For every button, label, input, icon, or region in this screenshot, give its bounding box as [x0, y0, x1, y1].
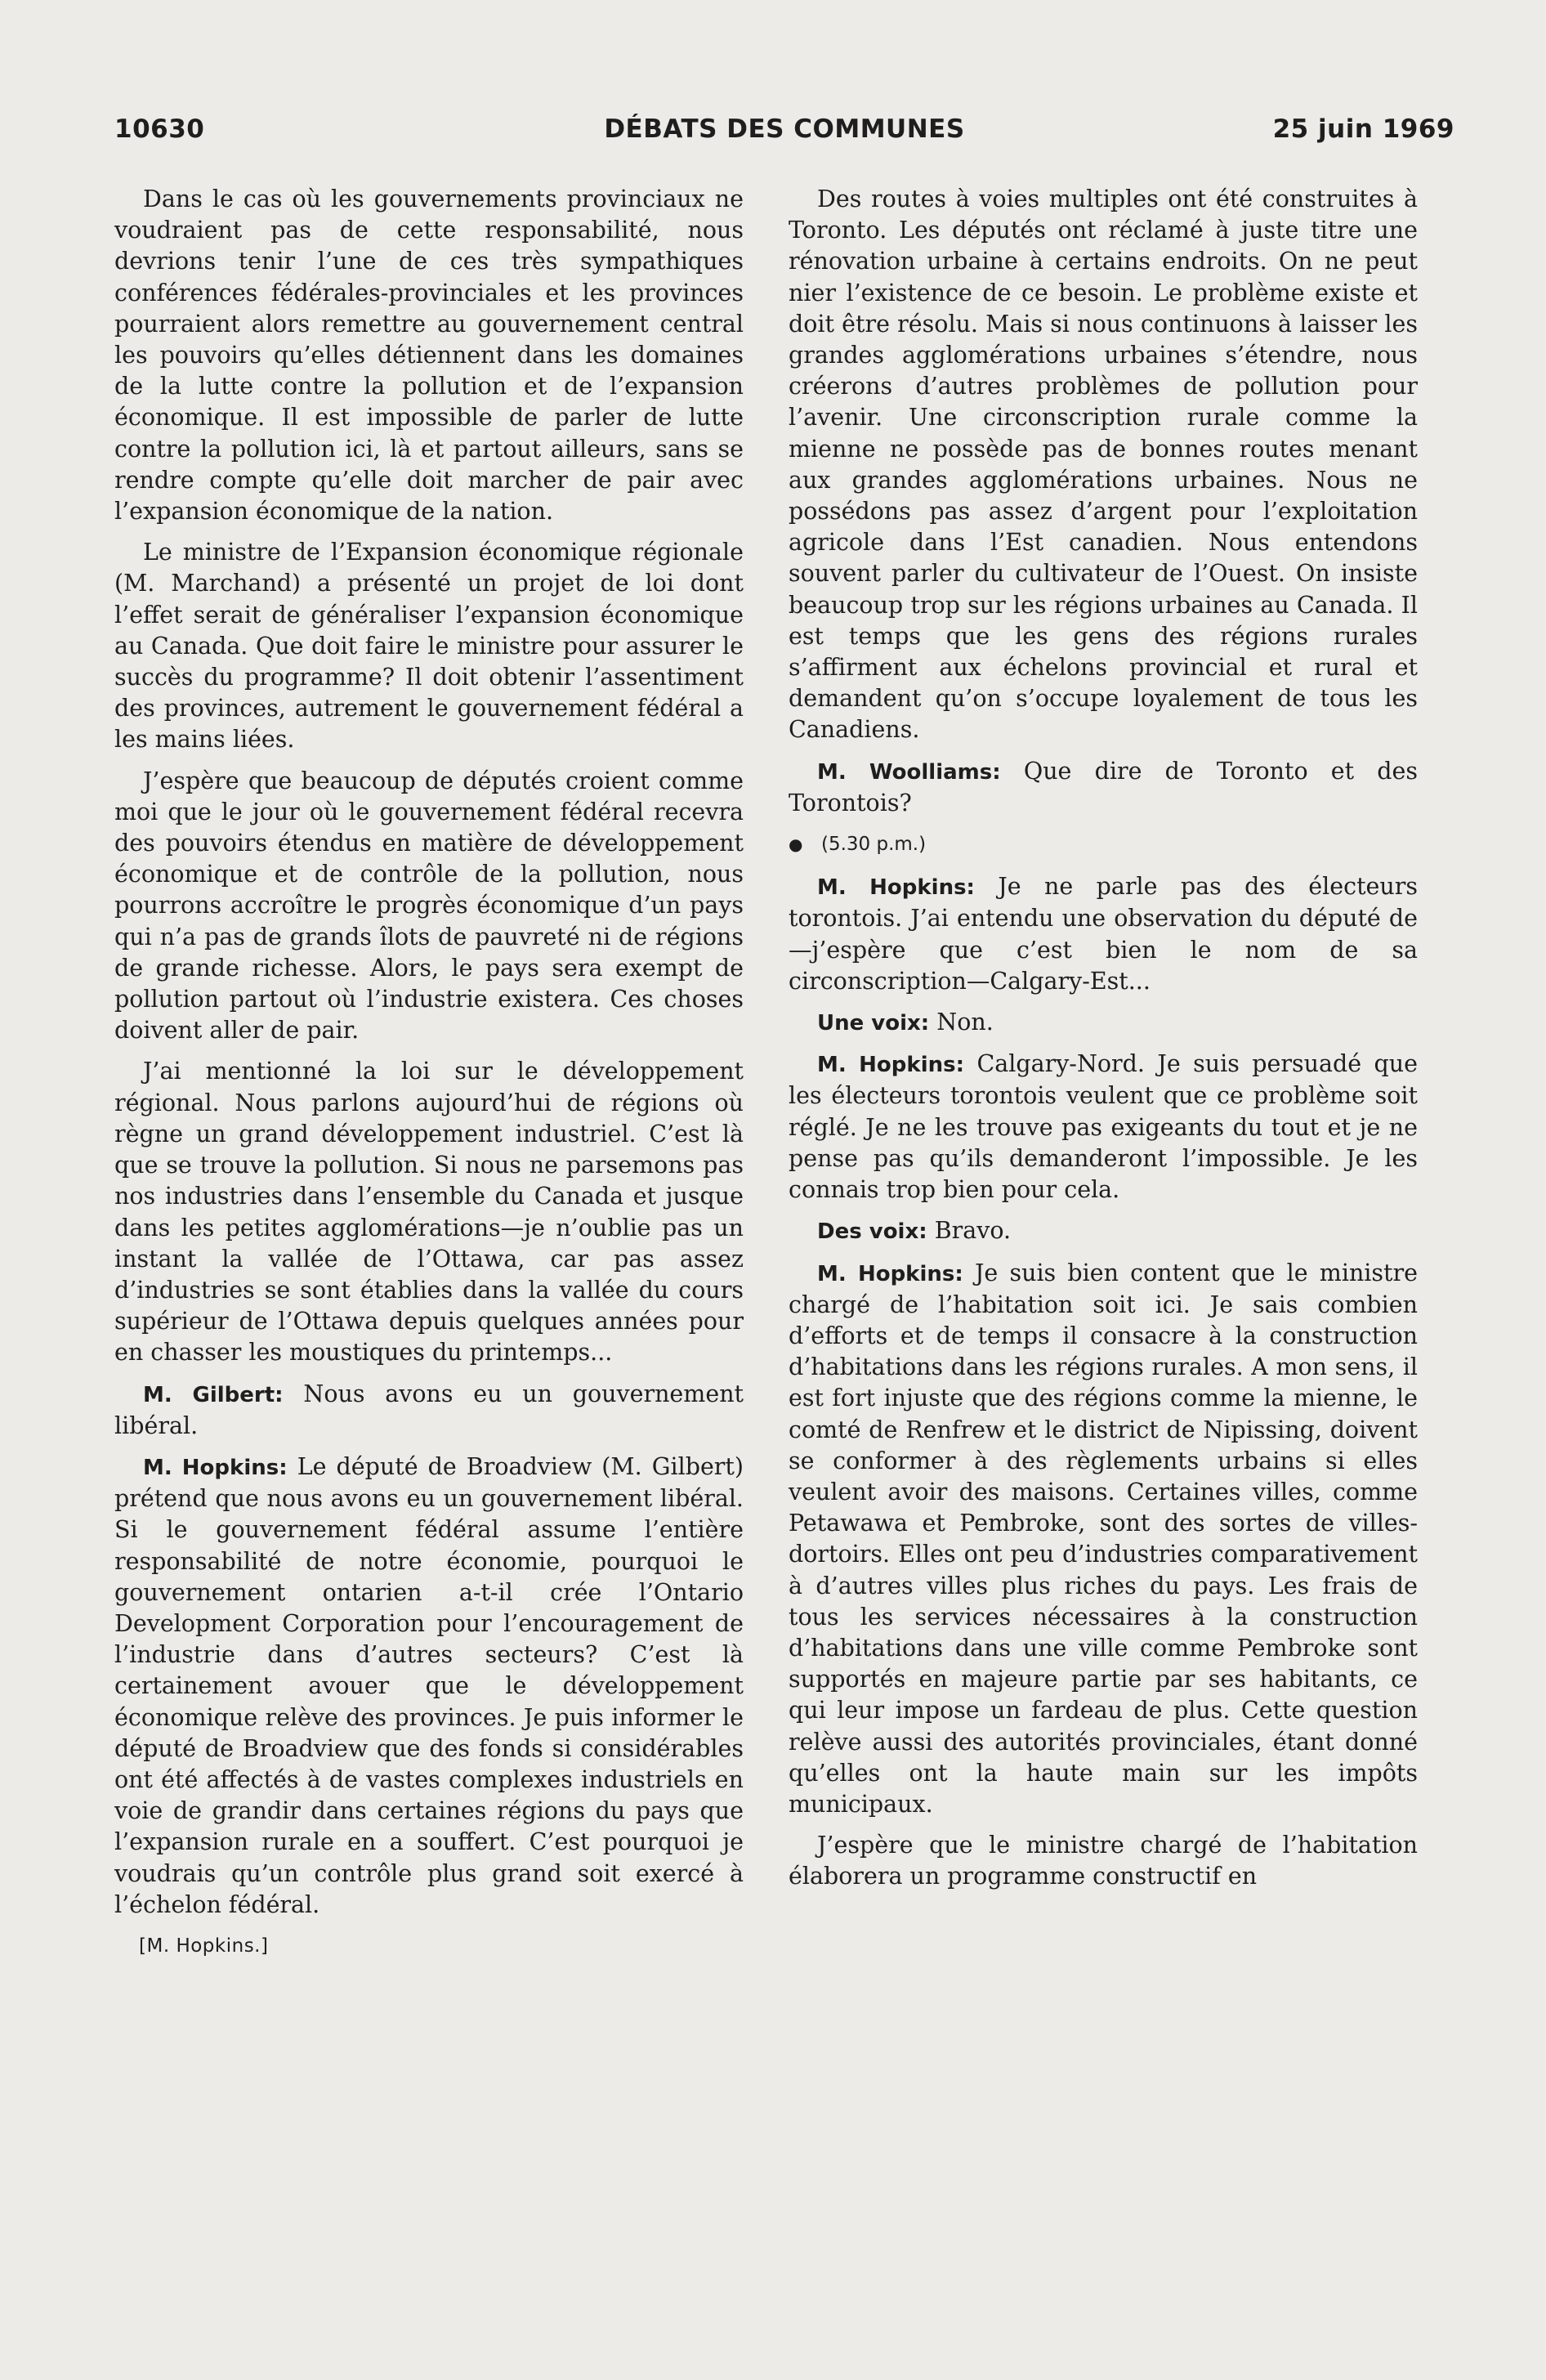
page-number: 10630	[114, 114, 205, 144]
speech-voices	[789, 1215, 1418, 1247]
timestamp-text: (5.30 p.m.)	[821, 834, 927, 856]
paragraph: Dans le cas où les gouvernements provinciaux ne voudraient pas de cette responsabilité, nous devrions tenir l’une de ces très sympathiques conférences fédérales-provinciales et les provinces pourraient alors remettre au gouvernement central les pouvoirs qu’elles détiennent dans les domaines de la lutte contre la pollution et de l’expansion économique. Il est impossible de parler de lutte contre la pollution ici, là et partout ailleurs, sans se rendre compte qu’elle doit marcher de pair avec l’expansion économique de la nation.	[114, 186, 744, 526]
speech-text: Le député de Broadview (M. Gilbert) prétend que nous avons eu un gouvernement libéral. Si le gouvernement fédéral assume l’entière responsabilité de notre économie, pourquoi le gouvernement ontarien a-t-il crée l’Ontario Development Corporation pour l’encouragement de l’industrie dans d’autres secteurs? C’est là certainement avouer que le développement économique relève des provinces. Je puis informer le député de Broadview que des fonds si considérables ont été affectés à de vastes complexes industriels en voie de grandir dans certaines régions du pays que l’expansion rurale en a souffert. C’est pourquoi je voudrais qu’un contrôle plus grand soit exercé à l’échelon fédéral.	[114, 1452, 744, 1918]
speech-voice	[789, 1007, 1418, 1039]
speech-hopkins	[789, 1258, 1418, 1821]
right-column	[789, 184, 1418, 1903]
speech-text: Que dire de Toronto et des Torontois?	[789, 757, 1418, 816]
speech-text: Je suis bien content que le ministre chargé de l’habitation soit ici. Je sais combien d’efforts et de temps il consacre à la construction d’habitations dans les régions rurales. A mon sens, il est fort injuste que des régions comme la mienne, le comté de Renfrew et le district de Nipissing, doivent se conformer à des règlements urbains si elles veulent avoir des maisons. Certaines villes, comme Petawawa et Pembroke, sont des sortes de villes-dortoirs. Elles ont peu d’industries comparativement à d’autres villes plus riches du pays. Les frais de tous les services nécessaires à la construction d’habitations dans une ville comme Pembroke sont supportés en majeure partie par ses habitants, ce qui leur impose un fardeau de plus. Cette question relève aussi des autorités provinciales, étant donné qu’elles ont la haute main sur les impôts municipaux.	[789, 1259, 1418, 1818]
paragraph: Le ministre de l’Expansion économique régionale (M. Marchand) a présenté un projet de loi dont l’effet serait de généraliser l’expansion économique au Canada. Que doit faire le ministre pour assurer le succès du programme? Il doit obtenir l’assentiment des provinces, autrement le gouvernement fédéral a les mains liées.	[114, 539, 744, 754]
speech-hopkins	[789, 871, 1418, 997]
speech-text: Calgary-Nord. Je suis persuadé que les électeurs torontois veulent que ce problème soit réglé. Je ne les trouve pas exigeants du tout et je ne pense pas qu’ils demanderont l’impossible. Je les connais trop bien pour cela.	[789, 1050, 1418, 1204]
page-date: 25 juin 1969	[1272, 114, 1454, 144]
left-column	[114, 184, 744, 1962]
paragraph: J’ai mentionné la loi sur le développement régional. Nous parlons aujourd’hui de régions où règne un grand développement industriel. C’est là que se trouve la pollution. Si nous ne parsemons pas nos industries dans l’ensemble du Canada et jusque dans les petites agglomérations—je n’oublie pas un instant la vallée de l’Ottawa, car pas assez d’industries se sont établies dans la vallée du cours supérieur de l’Ottawa depuis quelques années pour en chasser les moustiques du printemps...	[114, 1058, 744, 1367]
speech-text: Nous avons eu un gouvernement libéral.	[114, 1380, 744, 1439]
bullet-icon: ●	[789, 834, 803, 855]
paragraph: J’espère que beaucoup de députés croient comme moi que le jour où le gouvernement fédéral recevra des pouvoirs étendus en matière de développement économique et de contrôle de la pollution, nous pourrons accroître le progrès économique d’un pays qui n’a pas de grands îlots de pauvreté ni de régions de grande richesse. Alors, le pays sera exempt de pollution partout où l’industrie existera. Ces choses doivent aller de pair.	[114, 767, 744, 1045]
publication-title: DÉBATS DES COMMUNES	[604, 114, 965, 144]
paragraph: J’espère que le ministre chargé de l’habitation élaborera un programme constructif en	[789, 1832, 1418, 1890]
speech-text: Je ne parle pas des électeurs torontois. J’ai entendu une observation du député de—j’espère que c’est bien le nom de sa circonscription—Calgary-Est...	[789, 873, 1419, 995]
speech-text: Non.	[936, 1009, 994, 1036]
page-header	[114, 114, 1454, 155]
speech-hopkins	[789, 1049, 1418, 1206]
speech-woolliams	[789, 756, 1418, 819]
speaker-name: Une voix:	[817, 1011, 930, 1036]
timestamp	[789, 829, 1418, 860]
speech-text: Bravo.	[934, 1217, 1012, 1245]
speaker-name: Des voix:	[817, 1219, 927, 1245]
speaker-name: M. Woolliams:	[817, 759, 1001, 785]
speaker-footer: [M. Hopkins.]	[139, 1935, 269, 1957]
speaker-name: M. Hopkins:	[817, 875, 975, 901]
speech-gilbert	[114, 1379, 744, 1442]
paragraph: Des routes à voies multiples ont été construites à Toronto. Les députés ont réclamé à juste titre une rénovation urbaine à certains endroits. On ne peut nier l’existence de ce besoin. Le problème existe et doit être résolu. Mais si nous continuons à laisser les grandes agglomérations urbaines s’étendre, nous créerons d’autres problèmes de pollution pour l’avenir. Une circonscription rurale comme la mienne ne possède pas de bonnes routes menant aux grandes agglomérations urbaines. Nous ne possédons pas assez d’argent pour l’exploitation agricole dans l’Est canadien. Nous entendons souvent parler du cultivateur de l’Ouest. On insiste beaucoup trop sur les régions urbaines au Canada. Il est temps que les gens des régions rurales s’affirment aux échelons provincial et rural et demandent qu’on s’occupe loyalement de tous les Canadiens.	[789, 186, 1418, 744]
speaker-name: M. Hopkins:	[817, 1261, 963, 1286]
speaker-name: M. Hopkins:	[143, 1455, 288, 1480]
speaker-name: M. Gilbert:	[143, 1382, 284, 1407]
speech-hopkins	[114, 1452, 744, 1921]
speaker-name: M. Hopkins:	[817, 1053, 964, 1078]
